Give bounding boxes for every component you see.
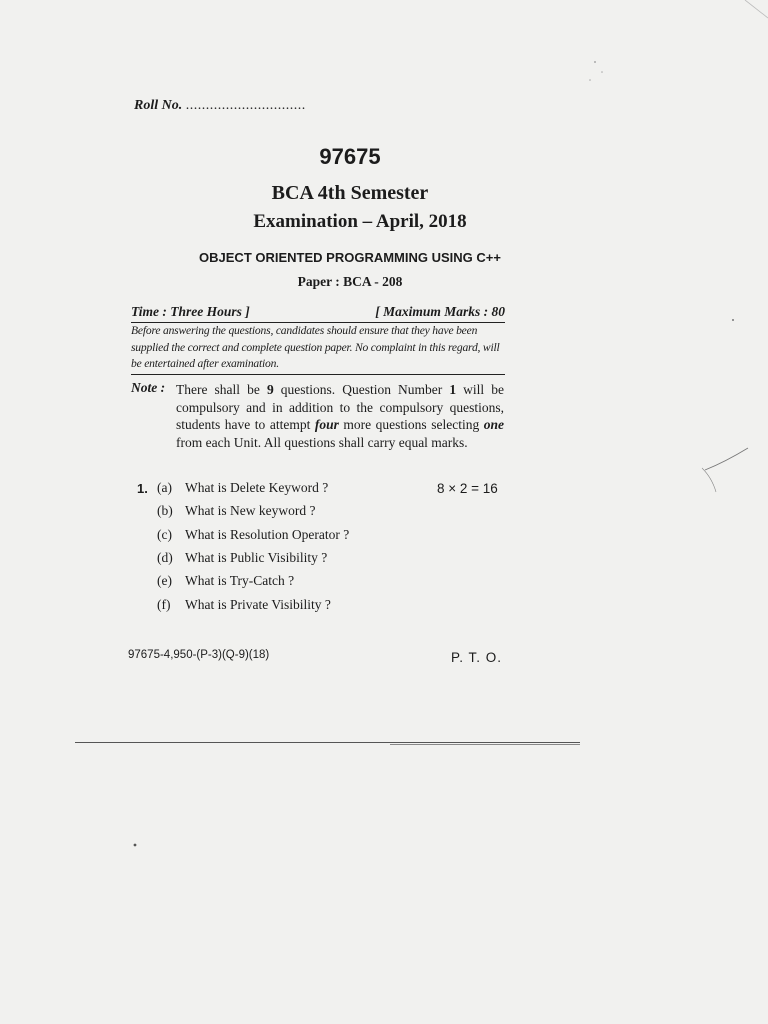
note-one: 1 [449, 382, 457, 397]
speck [732, 319, 734, 321]
sub-question [157, 550, 327, 566]
sub-question-label: (e) [157, 573, 172, 588]
sub-question-text: What is Private Visibility ? [185, 597, 331, 612]
maximum-marks: [ Maximum Marks : 80 [375, 304, 505, 319]
sub-question-label: (a) [157, 480, 172, 495]
sub-question-label: (d) [157, 550, 173, 565]
bottom-divider-shadow [390, 744, 580, 745]
note-one-word: one [483, 417, 504, 432]
roll-number-dots: .............................. [185, 98, 306, 113]
subject-title: OBJECT ORIENTED PROGRAMMING USING C++ [199, 250, 501, 265]
note-four: four [314, 417, 339, 432]
paper-code: 97675 [319, 144, 381, 169]
sub-question [157, 527, 349, 543]
question-marks: 8 × 2 = 16 [437, 481, 498, 496]
sub-question-label: (c) [157, 527, 172, 542]
question-number: 1. [137, 481, 148, 496]
roll-number-label: Roll No. [134, 98, 183, 113]
candidate-instruction: Before answering the questions, candidates should ensure that they have been supplied the correct and complete question paper. No complaint in this regard, will be entertained after examination. [131, 323, 505, 375]
speck [601, 71, 603, 73]
note-part: will be compulsory and in addition to the compulsory questions, students have to attempt [176, 382, 504, 432]
note-nine: 9 [266, 382, 274, 397]
sub-question-text: What is Public Visibility ? [185, 550, 328, 565]
roll-number-field [134, 98, 306, 114]
sub-question-text: What is Try-Catch ? [185, 573, 295, 588]
sub-question [157, 597, 331, 613]
speck [589, 79, 591, 81]
sub-question [157, 573, 294, 589]
semester-title: BCA 4th Semester [271, 182, 429, 204]
bottom-divider [75, 742, 580, 743]
pen-mark [702, 468, 716, 492]
note-part: more questions selecting [338, 417, 484, 432]
note-text [176, 381, 504, 451]
sub-question-text: What is New keyword ? [185, 503, 316, 518]
time-allowed: Time : Three Hours ] [131, 304, 250, 319]
speck [594, 61, 596, 63]
sub-question-label: (b) [157, 503, 173, 518]
sub-question-text: What is Delete Keyword ? [185, 480, 329, 495]
page-edge-mark [745, 0, 768, 18]
sub-question-text: What is Resolution Operator ? [185, 527, 350, 542]
sub-question-label: (f) [157, 597, 171, 612]
speck [134, 844, 137, 847]
note-label: Note : [131, 380, 166, 395]
sub-question [157, 480, 328, 496]
paper-number: Paper : BCA - 208 [297, 274, 403, 289]
note-part: There shall be [176, 382, 267, 397]
print-code: 97675-4,950-(P-3)(Q-9)(18) [128, 649, 270, 661]
pen-mark [705, 448, 748, 470]
note-part: questions. Question Number [273, 382, 450, 397]
examination-title: Examination – April, 2018 [253, 211, 467, 232]
note-part: from each Unit. All questions shall carry equal marks. [176, 434, 468, 450]
sub-question [157, 503, 315, 519]
please-turn-over: P. T. O. [451, 650, 503, 665]
time-marks-row [131, 304, 505, 323]
